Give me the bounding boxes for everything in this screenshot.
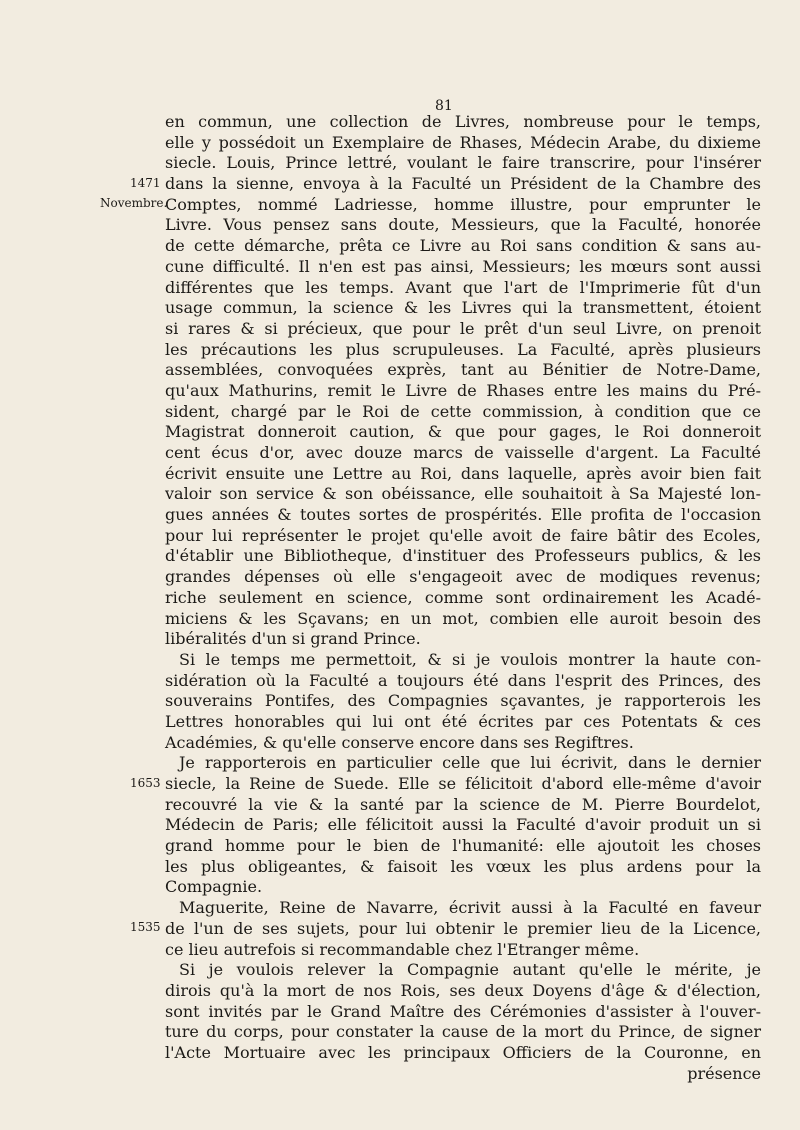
text-line: les plus obligeantes, & faisoit les vœux les plus ardens pour la: [165, 856, 761, 876]
text-line: l'Acte Mortuaire avec les principaux Officiers de la Couronne, en: [165, 1042, 761, 1062]
text-line: dans la sienne, envoya à la Faculté un Président de la Chambre des: [165, 174, 761, 194]
text-line: écrivit ensuite une Lettre au Roi, dans laquelle, après avoir bien fait: [165, 463, 761, 483]
text-line: Livre. Vous pensez sans doute, Messieurs, que la Faculté, honorée: [165, 215, 761, 235]
margin-note-year-1471: 1471: [130, 176, 161, 190]
text-line: cent écus d'or, avec douze marcs de vaisselle d'argent. La Faculté: [165, 443, 761, 462]
body-text: [165, 112, 761, 1084]
text-line: souverains Pontifes, des Compagnies sçavantes, je rapporterois les: [165, 691, 761, 711]
text-line: miciens & les Sçavans; en un mot, combien elle auroit besoin des: [165, 608, 761, 628]
text-line: assemblées, convoquées exprès, tant au Bénitier de Notre-Dame,: [165, 360, 761, 380]
text-line: recouvré la vie & la santé par la science de M. Pierre Bourdelot,: [165, 794, 761, 814]
text-line: Maguerite, Reine de Navarre, écrivit aussi à la Faculté en faveur: [179, 898, 761, 918]
text-line: de l'un de ses sujets, pour lui obtenir le premier lieu de la Licence,: [165, 918, 761, 938]
margin-note-month: Novembre.: [100, 196, 168, 210]
text-line: différentes que les temps. Avant que l'art de l'Imprimerie fût d'un: [165, 277, 761, 297]
margin-note-year-1653: 1653: [130, 776, 161, 790]
text-line: cune difficulté. Il n'en est pas ainsi, Messieurs; les mœurs sont aussi: [165, 256, 761, 276]
text-line: usage commun, la science & les Livres qui la transmettent, étoient: [165, 298, 761, 318]
text-line: Académies, & qu'elle conserve encore dans ses Regiftres.: [165, 732, 634, 752]
text-line: sidération où la Faculté a toujours été dans l'esprit des Princes, des: [165, 670, 761, 690]
text-line: présence: [687, 1063, 761, 1083]
text-line: sont invités par le Grand Maître des Cérémonies d'assister à l'ouver-: [165, 1001, 761, 1021]
text-line: en commun, une collection de Livres, nombreuse pour le temps,: [165, 112, 761, 131]
text-line: ce lieu autrefois si recommandable chez l'Etranger même.: [165, 939, 640, 959]
page-number: 81: [435, 98, 453, 114]
text-line: Je rapporterois en particulier celle que lui écrivit, dans le dernier: [179, 753, 761, 773]
text-line: Lettres honorables qui lui ont été écrites par ces Potentats & ces: [165, 711, 761, 731]
text-line: grandes dépenses où elle s'engageoit avec de modiques revenus;: [165, 567, 761, 587]
text-line: Si le temps me permettoit, & si je voulois montrer la haute con-: [179, 649, 761, 669]
text-line: de cette démarche, prêta ce Livre au Roi sans condition & sans au-: [165, 236, 761, 256]
text-line: ture du corps, pour constater la cause de la mort du Prince, de signer: [165, 1022, 761, 1042]
text-line: sident, chargé par le Roi de cette commission, à condition que ce: [165, 401, 761, 421]
text-line: Médecin de Paris; elle félicitoit aussi la Faculté d'avoir produit un si: [165, 815, 761, 835]
text-line: Comptes, nommé Ladriesse, homme illustre, pour emprunter le: [165, 194, 761, 214]
text-line: riche seulement en science, comme sont ordinairement les Acadé-: [165, 587, 761, 607]
text-line: pour lui représenter le projet qu'elle avoit de faire bâtir des Ecoles,: [165, 525, 761, 545]
text-line: d'établir une Bibliotheque, d'instituer des Professeurs publics, & les: [165, 546, 761, 566]
text-line: Si je voulois relever la Compagnie autant qu'elle le mérite, je: [179, 960, 761, 980]
text-line: gues années & toutes sortes de prospérités. Elle profita de l'occasion: [165, 505, 761, 525]
text-line: dirois qu'à la mort de nos Rois, ses deux Doyens d'âge & d'élection,: [165, 980, 761, 1000]
text-line: Magistrat donneroit caution, & que pour gages, le Roi donneroit: [165, 422, 761, 442]
text-line: Compagnie.: [165, 877, 263, 897]
text-line: grand homme pour le bien de l'humanité: elle ajoutoit les choses: [165, 836, 761, 856]
text-line: siecle. Louis, Prince lettré, voulant le faire transcrire, pour l'insérer: [165, 153, 761, 173]
text-line: qu'aux Mathurins, remit le Livre de Rhases entre les mains du Pré-: [165, 380, 761, 400]
text-line: valoir son service & son obéissance, elle souhaitoit à Sa Majesté lon-: [165, 484, 761, 504]
margin-note-year-1535: 1535: [130, 920, 161, 934]
text-line: libéralités d'un si grand Prince.: [165, 629, 421, 649]
text-line: les précautions les plus scrupuleuses. La Faculté, après plusieurs: [165, 339, 761, 359]
text-line: siecle, la Reine de Suede. Elle se félicitoit d'abord elle-même d'avoir: [165, 774, 761, 793]
text-line: elle y possédoit un Exemplaire de Rhases, Médecin Arabe, du dixieme: [165, 132, 761, 152]
text-line: si rares & si précieux, que pour le prêt d'un seul Livre, on prenoit: [165, 318, 761, 338]
